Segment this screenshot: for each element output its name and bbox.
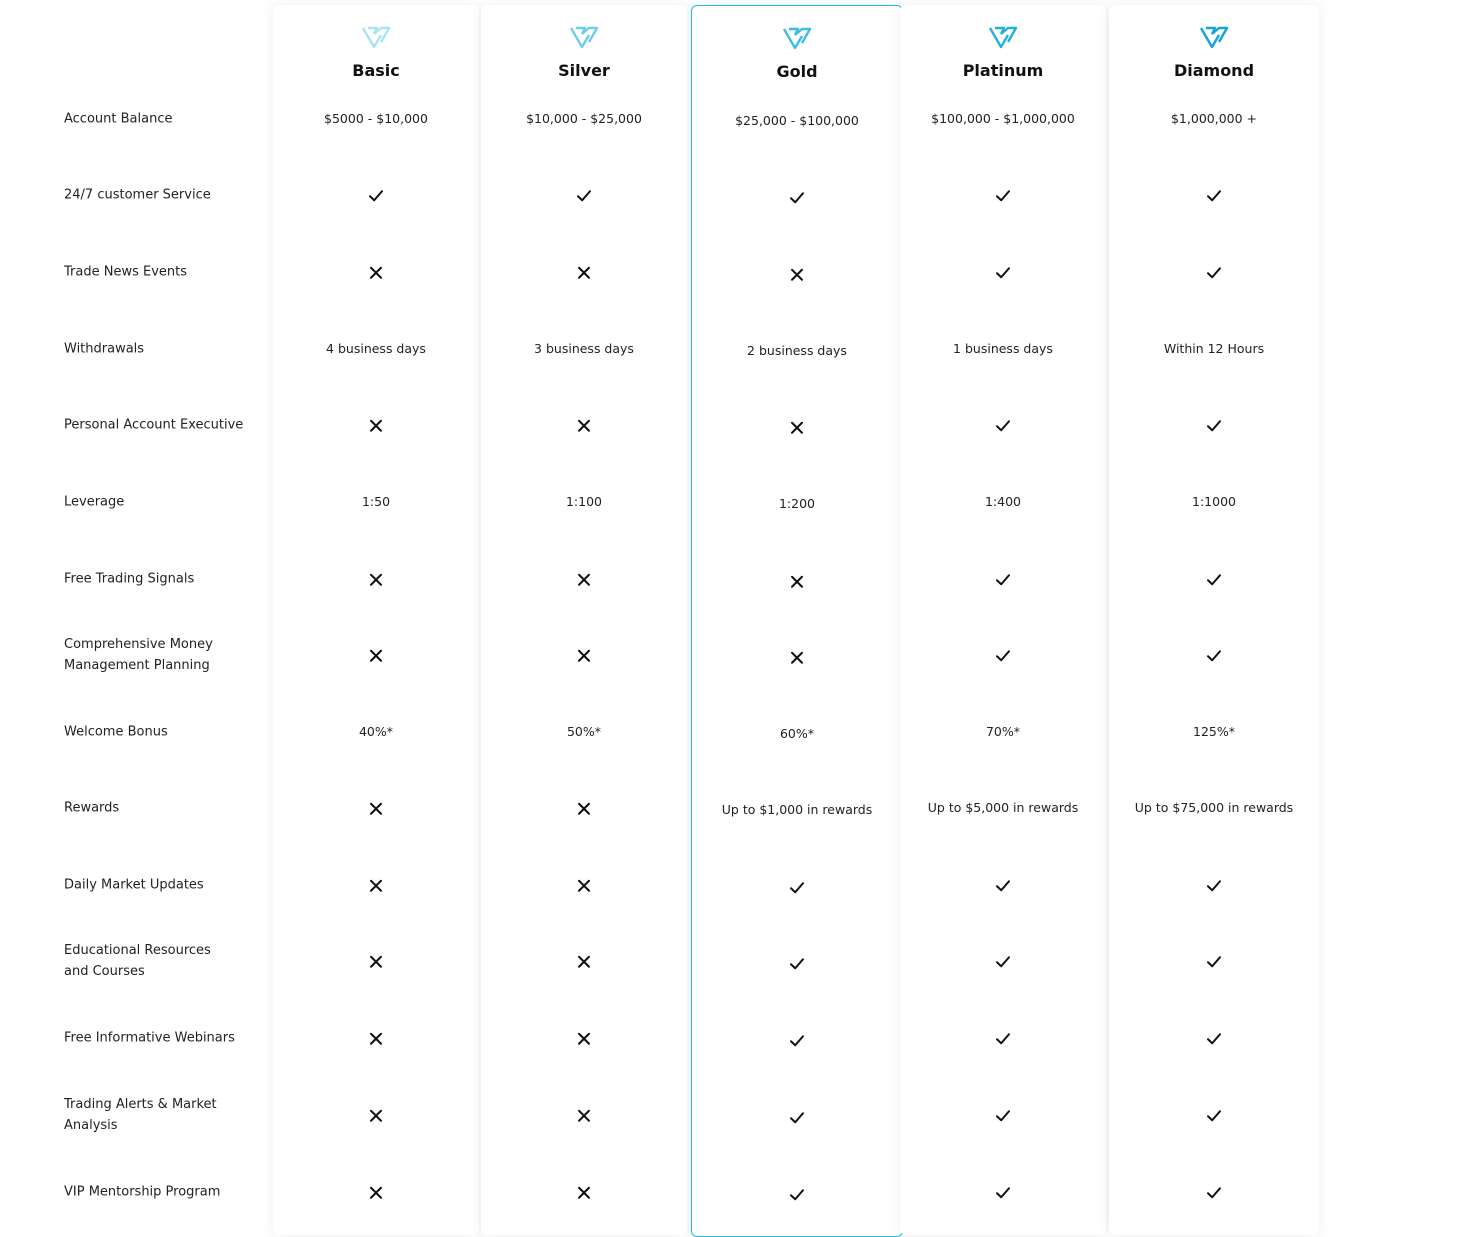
cross-icon [367, 570, 385, 588]
feature-label: Rewards [64, 800, 120, 816]
checkmark-icon [994, 646, 1012, 664]
plan-card-basic [273, 5, 479, 1235]
feature-cell-value: 1:200 [778, 496, 816, 511]
cross-icon [575, 570, 593, 588]
feature-label: Comprehensive Money Management Planning [64, 637, 213, 673]
cross-icon [575, 263, 593, 281]
feature-cell-included [1109, 263, 1319, 282]
feature-cell-value: 1 business days [953, 341, 1053, 356]
feature-cell-value: $25,000 - $100,000 [735, 113, 859, 128]
feature-cell-value: $10,000 - $25,000 [526, 111, 642, 126]
feature-cell-value: 70%* [985, 724, 1021, 739]
feature-cell-value: 50%* [566, 724, 602, 739]
feature-cell-included [900, 1029, 1106, 1048]
checkmark-icon [994, 570, 1012, 588]
feature-cell-excluded [481, 570, 687, 589]
feature-cell-included [692, 954, 902, 973]
checkmark-icon [1205, 876, 1223, 894]
cross-icon [788, 648, 806, 666]
feature-cell-included [692, 188, 902, 207]
feature-cell-included [1109, 1106, 1319, 1125]
feature-cell-value: 4 business days [326, 341, 426, 356]
cross-icon [367, 876, 385, 894]
feature-cell-excluded [692, 572, 902, 591]
cross-icon [367, 1106, 385, 1124]
feature-cell-excluded [273, 1106, 479, 1125]
feature-cell-excluded [481, 876, 687, 895]
feature-cell-included [1109, 646, 1319, 665]
brand-v-logo-icon [1199, 25, 1229, 51]
cross-icon [788, 418, 806, 436]
checkmark-icon [788, 954, 806, 972]
feature-label: Withdrawals [64, 341, 145, 357]
cross-icon [788, 265, 806, 283]
feature-label: Free Informative Webinars [64, 1030, 235, 1046]
feature-cell-value: Up to $75,000 in rewards [1134, 800, 1294, 815]
feature-cell-included [900, 416, 1106, 435]
feature-cell-excluded [481, 1106, 687, 1125]
checkmark-icon [994, 416, 1012, 434]
cross-icon [788, 572, 806, 590]
feature-cell-value: 1:400 [984, 494, 1022, 509]
plan-card-silver [481, 5, 687, 1235]
feature-label: Free Trading Signals [64, 571, 195, 587]
feature-cell-excluded [481, 952, 687, 971]
checkmark-icon [1205, 416, 1223, 434]
plan-card-diamond [1109, 5, 1319, 1235]
feature-cell-included [1109, 416, 1319, 435]
feature-cell-value: 3 business days [534, 341, 634, 356]
feature-cell-excluded [481, 1183, 687, 1202]
feature-cell-included [1109, 876, 1319, 895]
feature-cell-value: 1:1000 [1192, 494, 1236, 509]
feature-cell-value: 1:100 [565, 494, 603, 509]
cross-icon [367, 646, 385, 664]
plan-name: Basic [352, 61, 400, 80]
feature-cell-included [1109, 570, 1319, 589]
checkmark-icon [1205, 1029, 1223, 1047]
checkmark-icon [994, 952, 1012, 970]
plan-card-platinum [900, 5, 1106, 1235]
cross-icon [575, 416, 593, 434]
feature-cell-value: Up to $5,000 in rewards [927, 800, 1079, 815]
cross-icon [575, 1029, 593, 1047]
checkmark-icon [1205, 952, 1223, 970]
feature-label: VIP Mentorship Program [64, 1184, 221, 1200]
feature-cell-excluded [692, 418, 902, 437]
feature-label: 24/7 customer Service [64, 187, 211, 203]
feature-cell-included [900, 263, 1106, 282]
plan-name: Gold [776, 62, 818, 81]
checkmark-icon [788, 188, 806, 206]
cross-icon [367, 263, 385, 281]
feature-cell-excluded [481, 799, 687, 818]
feature-cell-excluded [481, 416, 687, 435]
cross-icon [575, 876, 593, 894]
feature-cell-excluded [692, 265, 902, 284]
brand-v-logo-icon [988, 25, 1018, 51]
feature-cell-excluded [273, 952, 479, 971]
checkmark-icon [994, 1106, 1012, 1124]
feature-cell-included [900, 646, 1106, 665]
cross-icon [367, 952, 385, 970]
checkmark-icon [1205, 646, 1223, 664]
feature-cell-included [900, 1183, 1106, 1202]
feature-cell-excluded [481, 263, 687, 282]
feature-cell-included [900, 570, 1106, 589]
feature-cell-excluded [273, 570, 479, 589]
feature-cell-value: 2 business days [747, 343, 847, 358]
feature-cell-included [481, 186, 687, 205]
feature-cell-included [692, 1185, 902, 1204]
feature-label: Educational Resources and Courses [64, 943, 211, 979]
feature-cell-value: Up to $1,000 in rewards [721, 802, 873, 817]
cross-icon [575, 1183, 593, 1201]
plan-name: Diamond [1173, 61, 1255, 80]
checkmark-icon [1205, 186, 1223, 204]
feature-label: Daily Market Updates [64, 877, 204, 893]
feature-cell-value: 60%* [779, 726, 815, 741]
feature-cell-value: 125%* [1193, 724, 1235, 739]
feature-cell-excluded [273, 263, 479, 282]
cross-icon [367, 799, 385, 817]
feature-cell-value: $100,000 - $1,000,000 [931, 111, 1075, 126]
checkmark-icon [788, 1031, 806, 1049]
feature-label: Welcome Bonus [64, 724, 168, 740]
feature-cell-value: 1:50 [361, 494, 391, 509]
feature-cell-included [692, 1031, 902, 1050]
feature-cell-excluded [273, 1183, 479, 1202]
feature-cell-excluded [273, 876, 479, 895]
checkmark-icon [788, 878, 806, 896]
feature-cell-included [1109, 186, 1319, 205]
feature-cell-included [1109, 1183, 1319, 1202]
feature-cell-value: Within 12 Hours [1163, 341, 1265, 356]
cross-icon [575, 1106, 593, 1124]
cross-icon [367, 1183, 385, 1201]
feature-cell-included [900, 186, 1106, 205]
feature-cell-included [692, 878, 902, 897]
feature-label: Trading Alerts & Market Analysis [64, 1097, 217, 1133]
feature-cell-value: 40%* [358, 724, 394, 739]
cross-icon [575, 646, 593, 664]
cross-icon [575, 799, 593, 817]
feature-cell-included [273, 186, 479, 205]
checkmark-icon [575, 186, 593, 204]
feature-cell-excluded [692, 648, 902, 667]
feature-cell-included [900, 876, 1106, 895]
feature-cell-included [692, 1108, 902, 1127]
checkmark-icon [994, 1183, 1012, 1201]
checkmark-icon [1205, 1106, 1223, 1124]
feature-cell-excluded [481, 1029, 687, 1048]
feature-cell-included [900, 952, 1106, 971]
feature-label: Personal Account Executive [64, 417, 244, 433]
checkmark-icon [367, 186, 385, 204]
feature-cell-excluded [273, 799, 479, 818]
checkmark-icon [1205, 1183, 1223, 1201]
checkmark-icon [994, 876, 1012, 894]
brand-v-logo-icon [782, 26, 812, 52]
feature-cell-excluded [273, 1029, 479, 1048]
plan-name: Platinum [962, 61, 1044, 80]
checkmark-icon [1205, 570, 1223, 588]
cross-icon [575, 952, 593, 970]
checkmark-icon [994, 1029, 1012, 1047]
cross-icon [367, 1029, 385, 1047]
feature-label: Leverage [64, 494, 125, 510]
feature-cell-included [900, 1106, 1106, 1125]
feature-cell-value: $1,000,000 + [1170, 111, 1258, 126]
brand-v-logo-icon [361, 25, 391, 51]
feature-cell-excluded [481, 646, 687, 665]
feature-cell-included [1109, 952, 1319, 971]
feature-label: Trade News Events [64, 264, 187, 280]
feature-cell-excluded [273, 416, 479, 435]
feature-cell-excluded [273, 646, 479, 665]
cross-icon [367, 416, 385, 434]
checkmark-icon [1205, 263, 1223, 281]
plan-name: Silver [558, 61, 610, 80]
plan-card-gold [691, 5, 903, 1237]
checkmark-icon [994, 263, 1012, 281]
feature-label: Account Balance [64, 111, 173, 127]
feature-cell-value: $5000 - $10,000 [324, 111, 428, 126]
brand-v-logo-icon [569, 25, 599, 51]
checkmark-icon [788, 1185, 806, 1203]
checkmark-icon [788, 1108, 806, 1126]
feature-cell-included [1109, 1029, 1319, 1048]
checkmark-icon [994, 186, 1012, 204]
